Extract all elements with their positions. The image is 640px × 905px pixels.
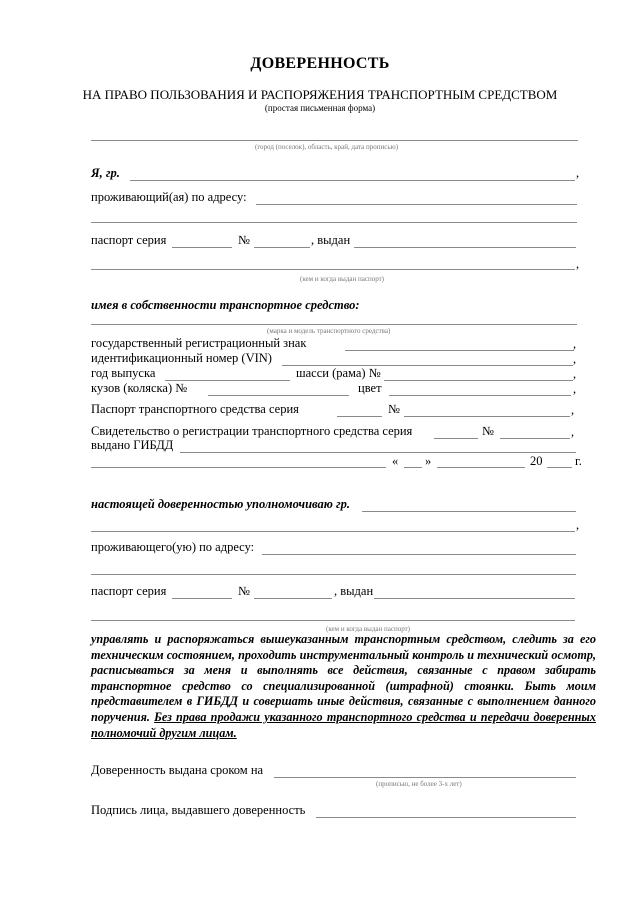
comma: , [573, 337, 577, 351]
term-line[interactable] [274, 777, 576, 778]
agent-name-line-2[interactable] [91, 531, 575, 532]
agent-passport-series-line[interactable] [172, 598, 232, 599]
vehicle-date-quote-close: » [425, 454, 432, 468]
vehicle-pts-number-line[interactable] [404, 416, 570, 417]
signature-line[interactable] [316, 817, 576, 818]
principal-passport-series-label: паспорт серия [91, 233, 167, 247]
principal-address-line-2[interactable] [91, 222, 577, 223]
vehicle-cert-series-line[interactable] [434, 438, 478, 439]
document-subnote: (простая письменная форма) [264, 103, 376, 113]
comma: , [576, 166, 580, 180]
vehicle-body-label: кузов (коляска) № [91, 381, 188, 395]
vehicle-cert-label: Свидетельство о регистрации транспортного средства серия [91, 424, 413, 438]
term-label: Доверенность выдана сроком на [91, 763, 264, 777]
comma: , [573, 352, 577, 366]
document-title: ДОВЕРЕННОСТЬ [250, 55, 390, 72]
agent-passport-number-line[interactable] [254, 598, 332, 599]
vehicle-color-label: цвет [358, 381, 382, 395]
place-date-hint: (город (поселок), область, край, дата прописью) [255, 143, 399, 151]
place-date-line[interactable] [91, 140, 578, 141]
agent-passport-issued-label: , выдан [334, 584, 374, 598]
comma: , [573, 382, 577, 396]
principal-passport-number-line[interactable] [254, 247, 310, 248]
signature-label: Подпись лица, выдавшего доверенность [91, 803, 306, 817]
vehicle-pts-label: Паспорт транспортного средства серия [91, 402, 299, 416]
agent-passport-issued-line-2[interactable] [91, 620, 575, 621]
principal-passport-issued-label: , выдан [311, 233, 351, 247]
agent-name-line[interactable] [362, 511, 576, 512]
vehicle-color-line[interactable] [389, 395, 571, 396]
vehicle-reg-sign-line[interactable] [345, 350, 574, 351]
vehicle-heading: имея в собственности транспортное средство: [91, 298, 360, 312]
vehicle-date-month-line[interactable] [437, 467, 525, 468]
document-subtitle: НА ПРАВО ПОЛЬЗОВАНИЯ И РАСПОРЯЖЕНИЯ ТРАНСПОРТНЫМ СРЕДСТВОМ [82, 87, 558, 102]
powers-restriction: Без права продажи указанного транспортного средства и передачи доверенных полномочий другим лицам. [91, 709, 596, 740]
principal-address-label: проживающий(ая) по адресу: [91, 190, 247, 204]
agent-heading: настоящей доверенностью уполномочиваю гр. [91, 497, 351, 511]
vehicle-cert-number-sign: № [482, 424, 494, 438]
vehicle-make-hint: (марка и модель транспортного средства) [267, 327, 391, 335]
principal-passport-series-line[interactable] [172, 247, 232, 248]
comma: , [571, 403, 575, 417]
vehicle-body-line[interactable] [208, 395, 349, 396]
vehicle-reg-sign-label: государственный регистрационный знак [91, 336, 307, 350]
vehicle-date-day-line[interactable] [404, 467, 422, 468]
vehicle-cert-number-line[interactable] [500, 438, 570, 439]
powers-text: управлять и распоряжаться вышеуказанным транспортным средством, следить за его техническим состоянием, проходить инструментальный контроль и технический осмотр, расписываться за меня и выполнять все действия, связанные с правом забирать транспортное средство со специализированной (штрафной) стоянки. Быть моим представителем в ГИБДД и совершать иные действия, связанные с выполнением данного поручения. [91, 632, 596, 724]
principal-name-line[interactable] [130, 180, 575, 181]
agent-address-line[interactable] [262, 554, 576, 555]
vehicle-date-year-suffix: г. [575, 454, 582, 468]
vehicle-date-year-prefix: 20 [530, 454, 543, 468]
principal-passport-issued-line[interactable] [354, 247, 576, 248]
vehicle-chassis-line[interactable] [384, 380, 573, 381]
vehicle-year-label: год выпуска [91, 366, 156, 380]
agent-passport-series-label: паспорт серия [91, 584, 167, 598]
comma: , [576, 518, 580, 532]
powers-paragraph [91, 632, 596, 741]
principal-passport-number-sign: № [238, 233, 250, 247]
agent-address-line-2[interactable] [91, 574, 576, 575]
agent-passport-issued-hint: (кем и когда выдан паспорт) [326, 625, 411, 633]
term-hint: (прописью, не более 3-х лет) [376, 780, 462, 788]
vehicle-issued-gibdd-label: выдано ГИБДД [91, 438, 174, 452]
vehicle-vin-label: идентификационный номер (VIN) [91, 351, 272, 365]
vehicle-chassis-label: шасси (рама) № [296, 366, 381, 380]
vehicle-issued-gibdd-line-2[interactable] [91, 467, 386, 468]
principal-passport-issued-hint: (кем и когда выдан паспорт) [300, 275, 385, 283]
vehicle-make-line[interactable] [91, 324, 577, 325]
vehicle-pts-number-sign: № [388, 402, 400, 416]
vehicle-date-year-line[interactable] [547, 467, 572, 468]
vehicle-issued-gibdd-line[interactable] [180, 452, 576, 453]
agent-passport-issued-line[interactable] [374, 598, 575, 599]
vehicle-pts-series-line[interactable] [337, 416, 382, 417]
agent-passport-number-sign: № [238, 584, 250, 598]
comma: , [571, 425, 575, 439]
comma: , [576, 257, 580, 271]
agent-address-label: проживающего(ую) по адресу: [91, 540, 255, 554]
principal-name-label: Я, гр. [91, 166, 120, 180]
vehicle-date-quote-open: « [392, 454, 399, 468]
principal-address-line[interactable] [256, 204, 577, 205]
comma: , [573, 367, 577, 381]
principal-passport-issued-line-2[interactable] [91, 269, 575, 270]
